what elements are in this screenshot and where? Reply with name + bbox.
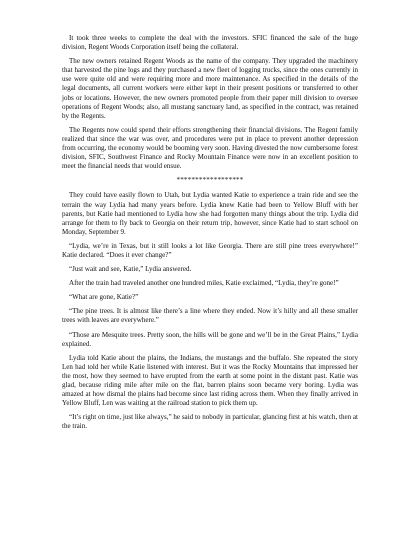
section-separator: ******************: [176, 176, 244, 185]
paragraph-regents-financial: The Regents now could spend their efforts strengthening their financial divisions. The Regent family realized that since the war was over, and procedures were put in place to prevent another depression from occurring, the economy would be booming very soon. Having divested the now cumbersome forest division, SFIC, Southwest Finance and Rocky Mountain Finance were now in an excellent position to meet the financial needs that would ensue.: [62, 125, 358, 171]
paragraph-mesquite: “Those are Mesquite trees. Pretty soon, the hills will be gone and we’ll be in the Great Plains,” Lydia explained.: [62, 330, 358, 348]
paragraph-new-owners: The new owners retained Regent Woods as the name of the company. They upgraded the machinery that harvested the pine logs and they purchased a new fleet of logging trucks, since the ones currently in use were quite old and were requiring more and more maintenance. As specified in the details of the legal documents, all current workers were either kept in their present positions or transferred to other jobs or locations. However, the new owners promoted people from their paper mill division to oversee operations of Regent Woods; also, all mustang sanctuary land, as specified in the contract, was retained by the Regents.: [62, 57, 358, 120]
paragraph-plains-story: Lydia told Katie about the plains, the Indians, the mustangs and the buffalo. She repeated the story Len had told her while Katie listened with interest. But it was the Rocky Mountains that impressed her the most, how they seemed to have erupted from the earth at some point in the distant past. Katie was glad, because riding mile after mile on the flat, barren plains soon became very boring. Lydia was amazed at how dismal the plains had become since last riding across them. When they finally arrived in Yellow Bluff, Len was waiting at the railroad station to pick them up.: [62, 353, 358, 408]
paragraph-katie-texas: “Lydia, we’re in Texas, but it still looks a lot like Georgia. There are still pine trees everywhere!” Katie declared. “Does it ever change?”: [62, 241, 358, 259]
paragraph-what-gone: “What are gone, Katie?”: [69, 293, 139, 302]
paragraph-pine-trees: “The pine trees. It is almost like there’s a line where they ended. Now it’s hilly and all these smaller trees with leaves are everywhere.”: [62, 307, 358, 325]
paragraph-lydia-wait: “Just wait and see, Katie,” Lydia answered.: [69, 265, 192, 274]
paragraph-train-ride: They could have easily flown to Utah, but Lydia wanted Katie to experience a train ride and see the terrain the way Lydia had many years before. Lydia knew Katie had been to Yellow Bluff with her parents, but Katie had mentioned to Lydia how she had forgotten many things about the trip. Lydia did arrange for them to fly back to Georgia on their return trip, however, since Katie had to start school on Monday, September 9.: [62, 191, 358, 236]
paragraph-theyre-gone: After the train had traveled another one hundred miles, Katie exclaimed, “Lydia, they’re gone!”: [69, 279, 339, 288]
paragraph-deal-completed: It took three weeks to complete the deal with the investors. SFIC financed the sale of the huge division, Regent Woods Corporation itself being the collateral.: [62, 34, 358, 52]
paragraph-right-on-time: “It’s right on time, just like always,” he said to nobody in particular, glancing first at his watch, then at the train.: [62, 413, 358, 431]
